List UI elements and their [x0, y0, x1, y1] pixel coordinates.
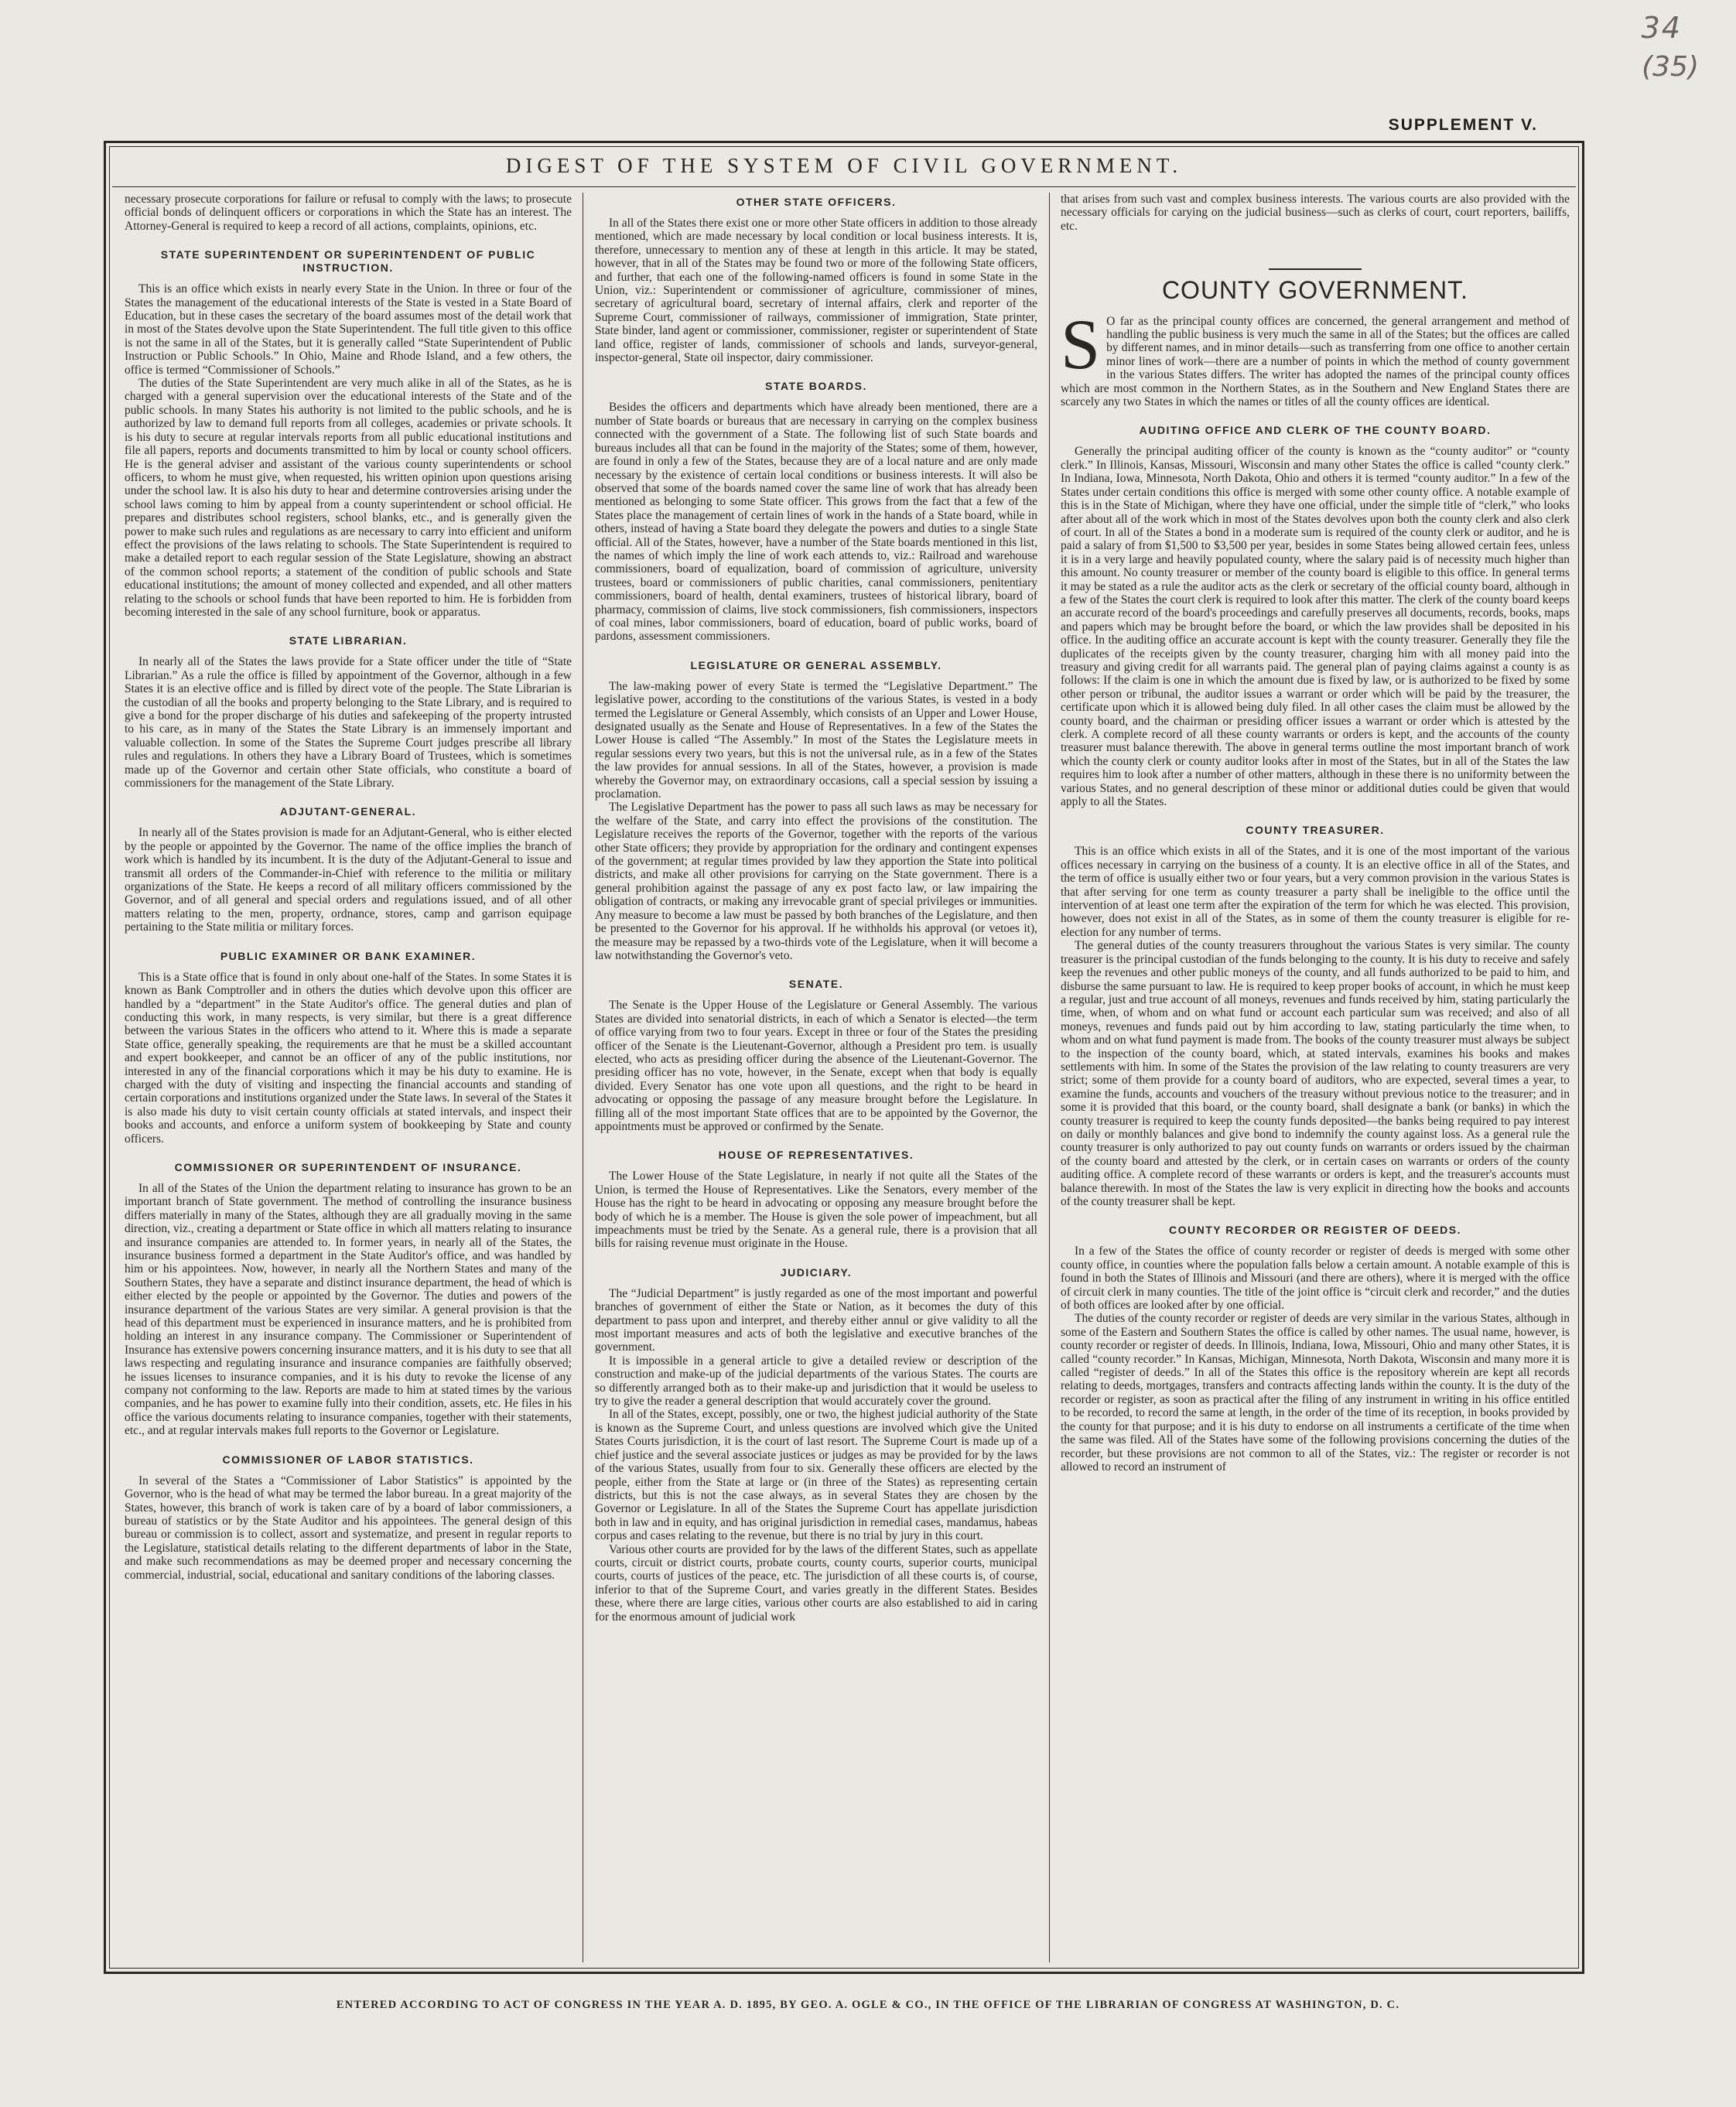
- paragraph: [1061, 304, 1570, 409]
- paragraph: In nearly all of the States the laws provide for a State officer under the title of “State Librarian.” As a rule the office is filled by appointment of the Governor, although in a few States it is an elective office and is filled by direct vote of the people. The State Librarian is the custodian of all the books and property belonging to the State Library, and is required to give a bond for the proper discharge of his duties and safekeeping of the property intrusted to his care, as in many of the States the State Library is an immensely important and valuable collection. In some of the States the Supreme Court judges prescribe all library rules and regulations. In others they have a Library Board of Trustees, which is sometimes made up of the Governor and certain other State officials, who constitute a board of commissioners for the management of the State Library.: [125, 655, 572, 791]
- paragraph: The general duties of the county treasurers throughout the various States is very similar. The county treasurer is the principal custodian of the funds belonging to the county. It is his duty to receive and safely keep the revenues and other public moneys of the county, and all funds authorized to be paid to him, and disburse the same pursuant to law. He is required to keep proper books of account, in which he must keep a regular, just and true account of all moneys, revenues and funds received by him, stating particularly the time, when, of whom and on what fund or account each particular sum was received; and also of all moneys, revenues and funds paid out by him according to law, stating particularly the time when, to whom and on what fund payment is made from. The books of the county treasurer must always be subject to the inspection of the county board, which, at stated intervals, examines his books and makes settlements with him. In some of the States the provision of the law relating to county treasurers are very strict; some of them provide for a county board of auditors, who are expected, several times a year, to examine the funds, accounts and vouchers of the treasury without previous notice to the treasurer; and in some it is provided that this board, or the county board, shall designate a bank (or banks) in which the county treasurer is required to keep the county funds deposited—the banks being required to pay interest on daily or monthly balances and give bond to indemnify the county against loss. As a general rule the county treasurer is only authorized to pay out county funds on warrants or orders issued by the chairman of the county board and attested by the clerk, or in certain cases on warrants or orders of the county auditing office. A complete record of these warrants or orders is kept, and the treasurer's accounts must balance therewith. In most of the States the law is very explicit in directing how the books and accounts of the county treasurer shall be kept.: [1061, 939, 1570, 1208]
- paragraph: This is an office which exists in nearly every State in the Union. In three or four of the States the management of the educational interests of the State is vested in a State Board of Education, but in these cases the secretary of the board assumes most of the detail work that in most of the States devolve upon the State Superintendent. The full title given to this office is not the same in all of the States, but it is generally called “State Superintendent of Public Instruction or Public Schools.” In Ohio, Maine and Rhode Island, and a few others, the office is termed “Commissioner of Schools.”: [125, 282, 572, 377]
- section-heading: COMMISSIONER OR SUPERINTENDENT OF INSURANCE.: [174, 1160, 522, 1173]
- paragraph: The Senate is the Upper House of the Legislature or General Assembly. The various States are divided into senatorial districts, in each of which a Senator is elected—the term of office varying from two to four years. Except in three or four of the States the presiding officer of the Senate is the Lieutenant-Governor, although a President pro tem. is usually elected, who acts as presiding officer during the absence of the Lieutenant-Governor. The presiding officer has no vote, however, in the Senate, except when that body is equally divided. Every Senator has one vote upon all questions, and the right to be heard in advocating or opposing the passage of any measure brought before the Legislature. In filling all of the most important State offices that are to be appointed by the Governor, the appointments must be approved or confirmed by the Senate.: [595, 999, 1037, 1133]
- paragraph: that arises from such vast and complex business interests. The various courts are also provided with the necessary officials for carying on the judicial business—such as clerks of court, court reporters, bailiffs, etc.: [1061, 193, 1570, 233]
- paragraph: In all of the States there exist one or more other State officers in addition to those already mentioned, which are made necessary by local condition or local business interests. It is, therefore, unnecessary to mention any of these at length in this article. It may be stated, however, that in all of the States may be found two or more of the following State officers, and further, that each one of the following-named officers is found in some State in the Union, viz.: Superintendent or commissioner of agriculture, commissioner of mines, secretary of agricultural board, secretary of internal affairs, clerk and reporter of the Supreme Court, commissioner of railways, commissioner of immigration, State printer, State binder, land agent or commissioner, commissioner, register or superintendent of State land office, register of lands, commissioner of schools and lands, surveyor-general, inspector-general, State oil inspector, dairy commissioner.: [595, 217, 1037, 365]
- section-heading: AUDITING OFFICE AND CLERK OF THE COUNTY BOARD.: [1139, 424, 1492, 437]
- page-number: 34: [1641, 11, 1682, 45]
- page-title: DIGEST OF THE SYSTEM OF CIVIL GOVERNMENT.: [505, 154, 1183, 177]
- section-heading: SENATE.: [788, 978, 844, 991]
- section-heading: STATE LIBRARIAN.: [289, 634, 408, 647]
- paragraph: The duties of the county recorder or register of deeds are very similar in the various States, although in some of the Eastern and Southern States the office is called by other names. The usual name, however, is county recorder or register of deeds. In Illinois, Indiana, Iowa, Missouri, Ohio and many other States, it is called “county recorder.” In Kansas, Michigan, Minnesota, North Dakota, Wisconsin and many more it is called “register of deeds.” In all of the States this office is the repository wherein are kept all records relating to deeds, mortgages, transfers and contracts affecting lands within the county. It is the duty of the recorder or register, as soon as practical after the filing of any instrument in writing in his office entitled to be recorded, to record the same at length, in the order of the time of its reception, in books provided by the county for that purpose; and it is his duty to endorse on all instruments a certificate of the time when the same was filed. All of the States have some of the following provisions concerning the duties of the recorder, but these provisions are not common to all of the States, viz.: The register or recorder is not allowed to record an instrument of: [1061, 1312, 1570, 1474]
- section-heading: PUBLIC EXAMINER OR BANK EXAMINER.: [220, 949, 477, 962]
- paragraph: Besides the officers and departments which have already been mentioned, there are a number of State boards or bureaus that are necessary in carrying on the complex business connected with the government of a State. The following list of such State boards and bureaus includes all that can be found in the majority of the States; some of them, however, are found in only a few of the States, because they are of a local nature and are only made necessary by the existence of certain local conditions or business interests. It will also be observed that some of the boards named cover the same line of work that has already been mentioned as belonging to some State officer. This grows from the fact that a few of the States place the management of certain lines of work in the hands of a State board, while in others, instead of having a State board they delegate the powers and duties to a single State official. All of the States, however, have a number of the State boards mentioned in this list, the names of which imply the line of work each attends to, viz.: Railroad and warehouse commissioners, board of equalization, board of commission of agriculture, university trustees, board or commissioners of public charities, canal commissioners, penitentiary commissioners, board of health, dental examiners, trustees of historical library, board of pharmacy, commission of claims, live stock commissioners, fish commissioners, inspectors of coal mines, labor commissioners, board of education, board of public works, board of pardons, assessment commissioners.: [595, 401, 1037, 644]
- section-heading: LEGISLATURE OR GENERAL ASSEMBLY.: [690, 658, 942, 671]
- paragraph: In a few of the States the office of county recorder or register of deeds is merged with some other county office, in counties where the population falls below a certain amount. A notable example of this is found in both the States of Illinois and Missouri (and there are others), where it is merged with the office of circuit clerk in many counties. The title of the joint office is “circuit clerk and recorder,” and the duties of both offices are looked after by one official.: [1061, 1245, 1570, 1313]
- section-heading: COMMISSIONER OF LABOR STATISTICS.: [222, 1453, 474, 1466]
- paragraph-text: O far as the principal county offices are concerned, the general arrangement and method of handling the public business is very much the same in all of the States; but the offices are called by different names, and in minor details—such as transferring from one office to another certain minor lines of work—there are a number of points in which the method of county government in the various States differs. The writer has adopted the names of the principal county offices which are most common in the Northern States, as in the Southern and New England States there are scarcely any two States in which the names or titles of all the county offices are identical.: [1061, 314, 1570, 409]
- column-divider: [1049, 193, 1050, 1962]
- copyright-footer: ENTERED ACCORDING TO ACT OF CONGRESS IN THE YEAR A. D. 1895, BY GEO. A. OGLE & CO., IN THE OFFICE OF THE LIBRARIAN OF CONGRESS AT WASHINGTON, D. C.: [336, 1999, 1400, 2011]
- paragraph: necessary prosecute corporations for failure or refusal to comply with the laws; to prosecute official bonds of delinquent officers or corporations in which the State has an interest. The Attorney-General is required to keep a record of all actions, complaints, opinions, etc.: [125, 193, 572, 233]
- paragraph: In all of the States of the Union the department relating to insurance has grown to be an important branch of State government. The method of controlling the insurance business differs materially in many of the States, although they are all gradually moving in the same direction, viz., creating a department or State office in which all matters relating to insurance and insurance companies are attended to. In former years, in nearly all of the States, the insurance business formed a department in the State Auditor's office, and was handled by him or his appointees. Now, however, in nearly all the Northern States and many of the Southern States, they have a separate and distinct insurance department, the head of which is either elected by the people or appointed by the Governor. The duties and powers of the insurance department of the various States are very similar. A general provision is that the head of this department must be experienced in insurance matters, and he is prohibited from holding an interest in any insurance company. The Commissioner or Superintendent of Insurance has extensive powers concerning insurance matters, and it is his duty to see that all laws respecting and regulating insurance and insurance companies are faithfully observed; he issues licenses to insurance companies, and it is his duty to revoke the license of any company not conforming to the law. Reports are made to him at stated times by the various companies, and he has power to examine fully into their condition, assets, etc. He files in his office the various documents relating to insurance companies, together with their statements, etc., and at regular intervals makes full reports to the Governor or Legislature.: [125, 1181, 572, 1438]
- paragraph: This is an office which exists in all of the States, and it is one of the most important of the various offices necessary in carrying on the business of a county. It is an elective office in all of the States, and the term of office is usually either two or four years, but a very common provision in the various States is that after serving for one term as county treasurer a party shall be ineligible to the office until the intervention of at least one term after the expiration of the term for which he was elected. This provision, however, does not exist in all of the States, as in some of them the county treasurer is eligible for re-election for any number of terms.: [1061, 845, 1570, 939]
- section-heading: STATE SUPERINTENDENT OR SUPERINTENDENT OF PUBLIC INSTRUCTION.: [160, 248, 536, 275]
- section-heading: COUNTY TREASURER.: [1246, 824, 1385, 837]
- column-middle: [595, 193, 1037, 1962]
- paragraph: It is impossible in a general article to give a detailed review or description of the construction and make-up of the judicial departments of the various States. The courts are so differently arranged both as to their make-up and jurisdiction that it would be useless to try to give the reader a general description that would accurately cover the ground.: [595, 1354, 1037, 1409]
- paragraph: This is a State office that is found in only about one-half of the States. In some States it is known as Bank Comptroller and in others the duties which devolve upon this officer are handled by a “department” in the State Auditor's office. The general duties and plan of conducting this work, in many respects, is very similar, but there is a great difference between the various States in the officers who attend to it. Where this is made a separate State office, generally speaking, the requirements are that he must be a skilled accountant and expert bookkeeper, and cannot be an officer of any of the public institutions, nor interested in any of the financial corporations which it may be his duty to examine. He is charged with the duty of visiting and inspecting the financial accounts and standing of certain corporations and institutions organized under the State laws. In several of the States it is also made his duty to visit certain county officials at stated intervals, and inspect their books and accounts, and enforce a uniform system of bookkeeping by State and county officers.: [125, 970, 572, 1146]
- supplement-label: SUPPLEMENT V.: [1388, 116, 1538, 134]
- section-heading: STATE BOARDS.: [765, 380, 867, 393]
- section-heading: OTHER STATE OFFICERS.: [736, 196, 897, 208]
- paragraph: Various other courts are provided for by the laws of the different States, such as appellate courts, circuit or district courts, probate courts, county courts, superior courts, municipal courts, courts of justices of the peace, etc. The jurisdiction of all these courts is, of course, inferior to that of the Supreme Court, and varies greatly in the different States. Besides these, where there are large cities, various other courts are also established to aid in caring for the enormous amount of judicial work: [595, 1542, 1037, 1624]
- paragraph: In several of the States a “Commissioner of Labor Statistics” is appointed by the Governor, who is the head of what may be termed the labor bureau. In a great majority of the States, however, this branch of work is taken care of by a board of labor commissioners, a bureau of statistics or by the State Auditor and his appointees. The general design of this bureau or commission is to collect, assort and systematize, and present in regular reports to the Legislature, statistical details relating to the different departments of labor in the State, and make such recommendations as may be deemed proper and necessary concerning the commercial, industrial, social, educational and sanitary conditions of the laboring classes.: [125, 1474, 572, 1582]
- paragraph: Generally the principal auditing officer of the county is known as the “county auditor” or “county clerk.” In Illinois, Kansas, Missouri, Wisconsin and many other States the office is called “county clerk.” In Indiana, Iowa, Minnesota, North Dakota, Ohio and others it is termed “county auditor.” In a few of the States under certain conditions this office is merged with some other county office. A notable example of this is in the State of Michigan, where they have one official, under the simple title of “clerk,” who looks after about all of the work which in most of the States devolves upon both the county clerk and also clerk of court. In all of the States a bond in a moderate sum is required of the county clerk or auditor, and he is paid a salary of from $1,500 to $3,500 per year, besides in some States being allowed certain fees, unless it is in a very large and heavily populated county, where the salary paid is of necessity much higher than this amount. No county treasurer or member of the county board is eligible to this office. In general terms it may be stated as a rule the auditor acts as the clerk or secretary of the official county board, although in a few of the States the court clerk is required to look after this matter. The clerk of the county board keeps an accurate record of the board's proceedings and carefully preserves all documents, records, books, maps and papers which may be brought before the board, or which the law provides shall be deposited in his office. In the auditing office an accurate account is kept with the county treasurer. Generally they file the duplicates of the receipts given by the county treasurer, charging him with all money paid into the treasury and giving credit for all warrants paid. The general plan of paying claims against a county is as follows: If the claim is one in which the amount due is fixed by law, or is authorized to be fixed by some other person or tribunal, the auditor issues a warrant or order which will be paid by the treasurer, the certificate upon which it is allowed being duly filed. In all other cases the claim must be allowed by the county board, and the chairman or presiding officer issues a warrant or order which is attested by the clerk. A complete record of all these county warrants or orders is kept, and the accounts of the county treasurer must balance therewith. The above in general terms outline the most important branch of work which the county clerk or county auditor looks after in most of the States, but in all of the States the law requires him to look after a number of other matters, although in these there is no uniformity between the various States, and no general description of these minor or additional duties could be given that would apply to all the States.: [1061, 445, 1570, 809]
- title-rule: [112, 186, 1576, 187]
- paragraph: The duties of the State Superintendent are very much alike in all of the States, as he is charged with a general supervision over the educational interests of the State and of the public schools. In many States his authority is not limited to the public schools, and he is authorized by law to demand full reports from all colleges, academies or private schools. It is his duty to secure at regular intervals reports from all public educational institutions and file all papers, reports and documents transmitted to him by local or county school officers. He is the general adviser and assistant of the various county superintendents or school officers, to whom he must give, when requested, his written opinion upon questions arising under the school law. It is also his duty to hear and determine controversies arising under the school laws coming to him by appeal from a county superintendent or school official. He prepares and distributes school registers, school blanks, etc., and is generally given the power to make such rules and regulations as are necessary to carry into efficient and uniform effect the provisions of the laws relating to schools. The State Superintendent is required to make a detailed report to each regular session of the State Legislature, showing an abstract of the common school reports; a statement of the condition of public schools and State educational institutions; the amount of money collected and expended, and all other matters relating to the schools or school funds that have been reported to him. He is forbidden from becoming interested in the sale of any school furniture, book or apparatus.: [125, 377, 572, 619]
- drop-cap: S: [1061, 304, 1101, 384]
- paragraph: The Lower House of the State Legislature, in nearly if not quite all the States of the Union, is termed the House of Representatives. Like the Senators, every member of the House has the right to be heard in advocating or opposing any measure brought before the body of which he is a member. The House is given the sole power of impeachment, but all impeachments must be tried by the Senate. As a general rule, there is a provision that all bills for raising revenue must originate in the House.: [595, 1170, 1037, 1251]
- alt-page-number: (35): [1642, 51, 1699, 83]
- page-frame: [104, 141, 1584, 1974]
- section-heading: COUNTY RECORDER OR REGISTER OF DEEDS.: [1168, 1224, 1462, 1237]
- paragraph: The law-making power of every State is termed the “Legislative Department.” The legislative power, according to the constitutions of the various States, is vested in a body termed the Legislature or General Assembly, which consists of an Upper and Lower House, designated usually as the Senate and House of Representatives. In a few of the States the Lower House is called “The Assembly.” In most of the States the Legislature meets in regular sessions every two years, but this is not the universal rule, as in a few of the States the law provides for annual sessions. In all of the States, however, a provision is made whereby the Governor may, on extraordinary occasions, call a special session by issuing a proclamation.: [595, 679, 1037, 801]
- column-right: [1061, 193, 1570, 1962]
- divider-rule: [1269, 268, 1362, 270]
- section-heading: ADJUTANT-GENERAL.: [279, 805, 417, 818]
- paragraph: The Legislative Department has the power to pass all such laws as may be necessary for the welfare of the State, and carry into effect the provisions of the constitution. The Legislature receives the reports of the Governor, together with the reports of the various other State officers; they provide by appropriation for the ordinary and contingent expenses of the government; at regular times provided by law they apportion the State into political districts, and make all other provisions for carrying on the State government. There is a general prohibition against the passage of any ex post facto law, or law impairing the obligation of contracts, or making any irrevocable grant of special privileges or immunities. Any measure to become a law must be passed by both branches of the Legislature, and then be presented to the Governor for his approval. If he withholds his approval (or vetoes it), the measure may be repassed by a two-thirds vote of the Legislature, when it will become a law notwithstanding the Governor's veto.: [595, 801, 1037, 962]
- section-heading: JUDICIARY.: [780, 1265, 853, 1279]
- paragraph: In all of the States, except, possibly, one or two, the highest judicial authority of the State is known as the Supreme Court, and unless questions are involved which give the United States Courts jurisdiction, it is the court of last resort. The Supreme Court is made up of a chief justice and the several associate justices or judges as may be provided for by the laws of the various States, usually from four to six. Generally these officers are elected by the people, either from the State at large or (in three of the States) as representing certain districts, but this is not the case always, as in several States they are chosen by the Governor or Legislature. In all of the States the Supreme Court has appellate jurisdiction both in law and in equity, and has original jurisdiction in remedial cases, mandamus, habeas corpus and cases relating to the revenue, but there is no trial by jury in this court.: [595, 1408, 1037, 1543]
- paragraph: The “Judicial Department” is justly regarded as one of the most important and powerful branches of government of either the State or Nation, as it becomes the duty of this department to pass upon and interpret, and thereby either annul or give validity to all the most important measures and acts of both the legislative and executive branches of the government.: [595, 1286, 1037, 1354]
- column-left: [125, 193, 572, 1962]
- county-government-heading: COUNTY GOVERNMENT.: [1161, 276, 1469, 305]
- section-heading: HOUSE OF REPRESENTATIVES.: [718, 1149, 914, 1162]
- paragraph: In nearly all of the States provision is made for an Adjutant-General, who is either elected by the people or appointed by the Governor. The name of the office implies the branch of work which is handled by its incumbent. It is the duty of the Adjutant-General to issue and transmit all orders of the Commander-in-Chief with reference to the militia or military organizations of the State. He keeps a record of all military officers commissioned by the Governor, and of all general and special orders and regulations issued, and of all other matters relating to the men, property, ordnance, stores, camp and garrison equipage pertaining to the State militia or military forces.: [125, 826, 572, 934]
